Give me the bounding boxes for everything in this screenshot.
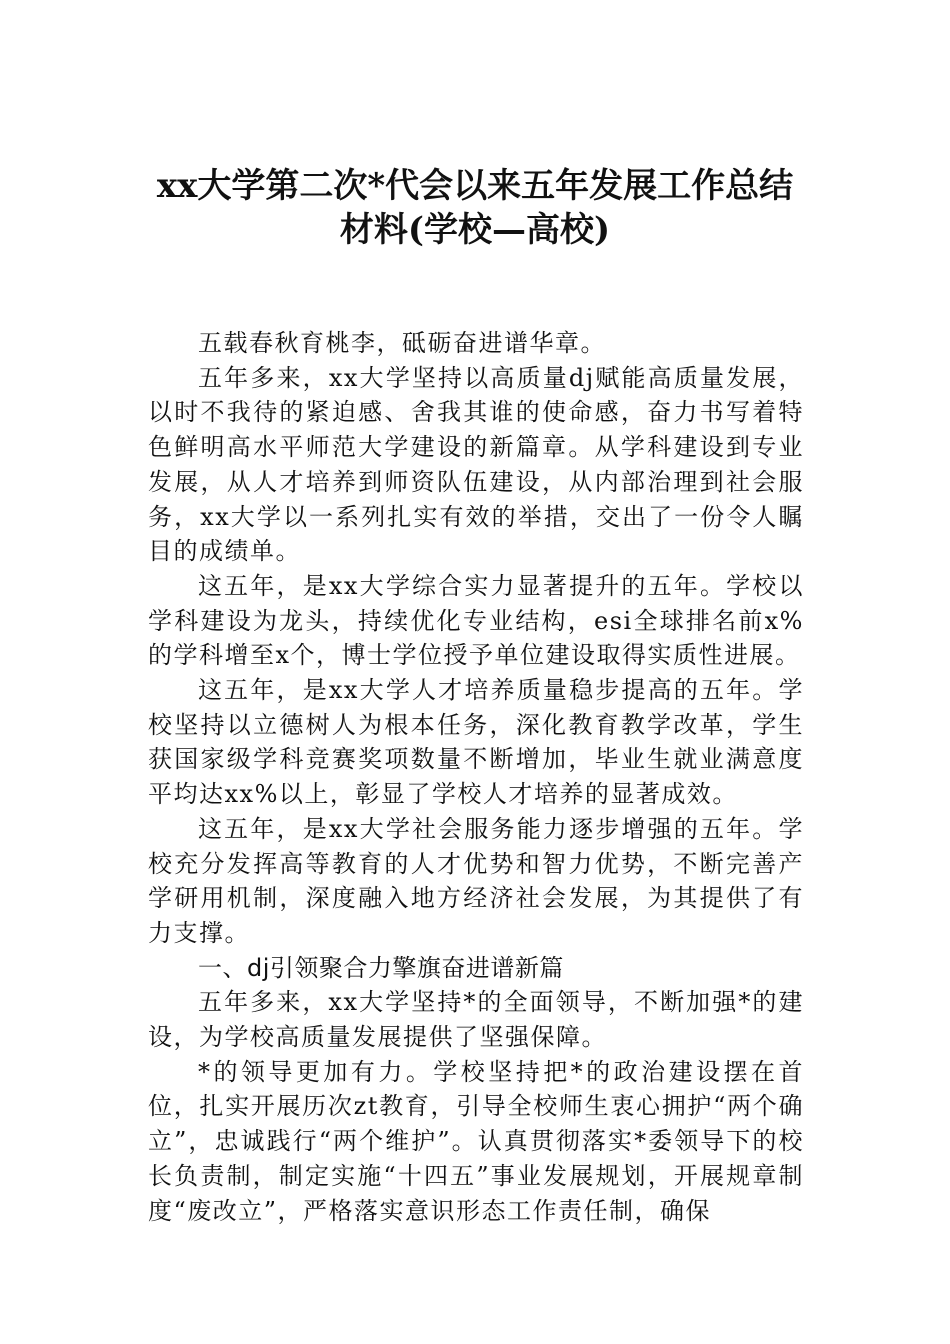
document-title-line-1: xx大学第二次*代会以来五年发展工作总结: [156, 166, 794, 206]
section-heading: 一、dj引领聚合力擎旗奋进谱新篇: [198, 953, 564, 982]
paragraph: 这五年，是xx大学社会服务能力逐步增强的五年。学校充分发挥高等教育的人才优势和智力优势，不断完善产学研用机制，深度融入地方经济社会发展，为其提供了有力支撑。: [148, 814, 804, 947]
paragraph: 五年多来，xx大学坚持*的全面领导，不断加强*的建设，为学校高质量发展提供了坚强保障。: [148, 988, 804, 1052]
paragraph: 五载春秋育桃李，砥砺奋进谱华章。: [198, 329, 606, 357]
document-body: [148, 326, 804, 1228]
paragraph: 五年多来，xx大学坚持以高质量dj赋能高质量发展，以时不我待的紧迫感、舍我其谁的使命感，奋力书写着特色鲜明高水平师范大学建设的新篇章。从学科建设到专业发展，从人才培养到师资队伍建设，从内部治理到社会服务，xx大学以一系列扎实有效的举措，交出了一份令人瞩目的成绩单。: [148, 363, 804, 566]
document-title-line-2: 材料(学校—高校): [339, 210, 611, 250]
paragraph: 这五年，是xx大学人才培养质量稳步提高的五年。学校坚持以立德树人为根本任务，深化教育教学改革，学生获国家级学科竞赛奖项数量不断增加，毕业生就业满意度平均达xx%以上，彰显了学校人才培养的显著成效。: [148, 676, 804, 809]
paragraph: 这五年，是xx大学综合实力显著提升的五年。学校以学科建设为龙头，持续优化专业结构，esi全球排名前x%的学科增至x个，博士学位授予单位建设取得实质性进展。: [148, 571, 804, 670]
paragraph: *的领导更加有力。学校坚持把*的政治建设摆在首位，扎实开展历次zt教育，引导全校师生衷心拥护“两个确立”，忠诚践行“两个维护”。认真贯彻落实*委领导下的校长负责制，制定实施“十四五”事业发展规划，开展规章制度“废改立”，严格落实意识形态工作责任制，确保: [148, 1057, 804, 1225]
